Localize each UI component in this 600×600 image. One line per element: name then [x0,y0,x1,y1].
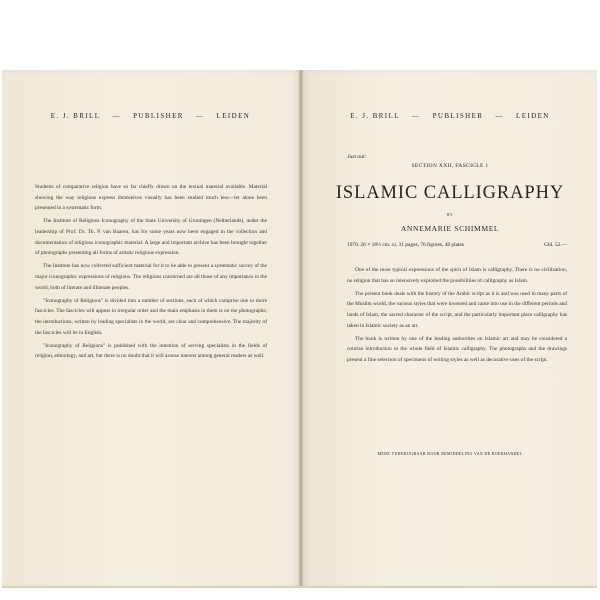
section-fascicle-line: SECTION XXII, FASCICLE 1 [411,163,489,169]
page-bottom-edge [2,586,597,588]
paragraph: The book is written by one of the leading authorities on Islamic art and may be considered a concise introduction to the whole field of Islamic calligraphy. The photographs and the drawings present a fine selection of specimens of writing styles as well as decorative uses of the script. [347,335,567,363]
left-page-header [2,112,299,120]
just-out-label: Just out: [347,154,367,160]
book-title: ISLAMIC CALLIGRAPHY [335,183,565,203]
publisher-city: LEIDEN [216,112,251,120]
header-dash: — [112,112,121,120]
paragraph: One of the most typical expressions of the spirit of Islam is calligraphy. There is no civilization, no religion that has so intensively exploited the possibilities of calligraphy as Islam. [347,267,567,284]
price: Gld. 52.— [544,242,567,248]
left-body-text [35,182,267,364]
publisher-role: PUBLISHER [432,112,484,120]
publisher-city: LEIDEN [516,112,550,120]
publisher-role: PUBLISHER [133,112,184,120]
footer-note: MEDE VERKRIJGBAAR DOOR BEMIDDELING VAN DE BOEKHANDEL [377,452,523,456]
publication-details: 1970. 26 × 18½ cm. xi, 31 pages, 76 figures, 48 plates [347,242,464,248]
author-name: ANNEMARIE SCHIMMEL [400,224,500,233]
paragraph: The present book deals with the history of the Arabic script as it is and was used in many parts of the Muslim world, the various styles that were invented and came into use in the different periods and lands of Islam, the sacred character of the script, and the particularly important place calligraphy has taken in Islamic society as an art. [347,290,567,329]
right-page [303,70,597,588]
header-dash: — [195,112,205,120]
paragraph: The Institute has now collected sufficient material for it to be able to present a systematic survey of the major iconographic expressions of religions. The religions concerned are all those of any importance in the world, both of literate and illiterate peoples. [35,263,267,291]
right-page-header [303,112,597,120]
paragraph: The Institute of Religious Iconography of the State University of Groningen (Netherlands), under the leadership of Prof. Dr. Th. P. van Baaren, has for some years now been engaged in the collection and documentation of religious iconographic material. A large and important archive has been brought together of photographs presenting all forms of artistic religious expression. [35,218,267,257]
publisher-name: E. J. BRILL [350,112,400,120]
paragraph: "Iconography of Religions" is published with the intention of serving specialists in the fields of religion, ethnology, and art, but there is no doubt that it will arouse interest among general readers as well. [35,342,267,360]
by-line: BY [446,213,454,217]
header-dash: — [412,112,421,120]
paragraph: "Iconography of Religions" is divided into a number of sections, each of which comprise one or more fascicles. The fascicles will appear in irregular order and the main emphasis in them is on the photographs; the introductions, written by leading specialists in the world, are clear and comprehensive. The majority of the fascicles will be in English. [35,297,267,336]
paragraph: Students of comparative religion have so far chiefly drawn on the textual material available. Material showing the way religions express themselves visually has been studied much less—let alone been presented in a systematic form. [35,184,267,212]
header-dash: — [495,112,504,120]
left-page [2,70,299,588]
right-body-text [347,265,567,368]
publisher-name: E. J. BRILL [50,112,101,120]
